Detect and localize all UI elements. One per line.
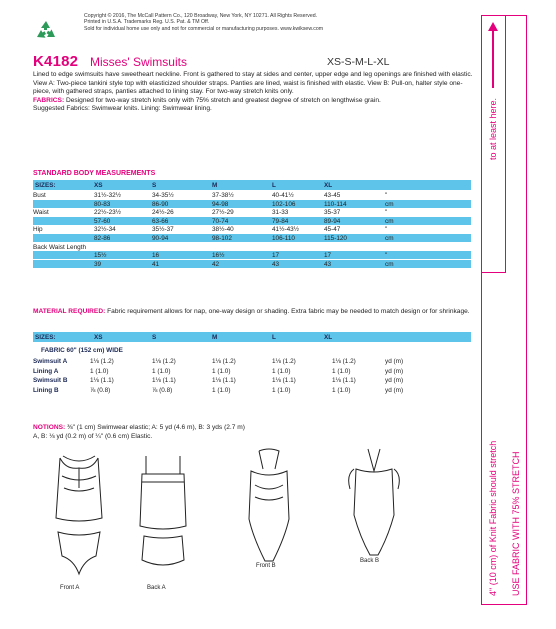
measurement-value: 42 [212,260,220,268]
measurement-value: 35½-37 [152,226,174,234]
measurement-value: cm [385,260,394,268]
material-value: 1 (1.0) [332,367,351,375]
measurement-value: 41½-43½ [272,226,300,234]
measurement-value: 80-83 [94,200,111,208]
gauge-bottom-text: 4" (10 cm) of Knit Fabric should stretch [488,440,498,596]
material-value: ⅞ (0.8) [152,386,173,394]
material-header-cell: SIZES: [35,333,56,341]
fabrics-text: Designed for two-way stretch knits only with 75% stretch and greatest degree of stretch on lengthwise grain. [65,96,381,104]
description-text: Lined to edge swimsuits have sweetheart neckline. Front is gathered to stay at sides and center, upper edge and leg openings are finished with elastic. View A: Two-piece tankini style top with elasticized shoulder straps. Panties are lined, waist is finished with elastic. View B: Pull-on, halter style one-piece, with gathered straps, panties attached to lining stay. For two-way stretch knits only. [33,71,473,96]
material-value: 1⅛ (1.2) [212,358,236,365]
measurement-value: 39 [94,260,102,268]
material-value: 1⅛ (1.1) [212,377,236,384]
material-value: yd (m) [385,358,404,365]
material-value: ⅞ (0.8) [90,386,111,394]
material-header-cell: M [212,333,218,341]
measurement-value: 86-90 [152,200,169,208]
material-row-label: Swimsuit B [33,377,68,384]
measurement-label: Waist [33,209,49,217]
notions-line-1: ⅜" (1 cm) Swimwear elastic; A: 5 yd (4.6 m), B: 3 yds (2.7 m) [67,424,245,431]
material-header-cell: L [272,333,276,341]
measurement-value: 31½-32½ [94,192,122,199]
measurement-value: 57-60 [94,217,111,225]
measurement-value: 27½-29 [212,209,234,217]
measurement-value: 17 [324,252,332,260]
fabrics-label: FABRICS: [33,96,65,104]
copyright-line: Copyright © 2016, The McCall Pattern Co., 120 Broadway, New York, NY 10271. All Rights Reserved. [84,13,318,19]
measurements-title: STANDARD BODY MEASUREMENTS [33,170,156,177]
measurement-value: 63-66 [152,217,169,225]
measurement-value: 43 [272,260,280,268]
measurement-value: 89-94 [324,217,341,225]
material-value: 1 (1.0) [152,367,171,375]
material-value: 1 (1.0) [332,386,351,394]
material-value: 1 (1.0) [272,367,291,375]
measurement-value: " [385,192,388,199]
material-value: 1 (1.0) [90,367,109,375]
measurement-value: " [385,209,388,217]
front-a-drawing [38,448,120,580]
measurement-value: 70-74 [212,217,229,225]
material-row-label: Lining A [33,367,59,375]
material-row-label: Swimsuit A [33,358,68,365]
measurement-value: " [385,226,388,234]
measurement-value: 43-45 [324,192,341,199]
material-value: yd (m) [385,386,404,394]
suggested-fabrics: Suggested Fabrics: Swimwear knits. Lining: Swimwear lining. [33,105,212,113]
material-value: 1⅛ (1.1) [272,377,296,384]
material-value: 1⅛ (1.2) [272,358,296,365]
material-value: 1⅛ (1.2) [152,358,176,365]
back-a-drawing [122,452,204,584]
back-a-label: Back A [147,585,166,591]
material-required [33,308,473,317]
measurement-value: 94-98 [212,200,229,208]
pattern-title: Misses' Swimsuits [90,55,187,69]
measurement-value: 45-47 [324,226,341,234]
measurement-value: 16 [152,252,160,260]
measurements-header-cell: XS [94,181,103,189]
measurement-value: 90-94 [152,235,169,242]
measurement-value: 16½ [212,252,225,260]
fabric-width-heading: FABRIC 60" (152 cm) WIDE [41,347,123,354]
material-value: 1⅛ (1.2) [332,358,356,365]
measurement-value: 24½-26 [152,209,174,217]
measurement-value: 82-86 [94,235,111,242]
measurement-value: 110-114 [324,200,347,208]
pattern-number: K4182 [33,53,79,70]
measurement-label: Bust [33,192,46,199]
measurements-header-cell: L [272,181,276,189]
measurement-label: Hip [33,226,43,234]
measurement-value: 32½-34 [94,226,116,234]
material-value: yd (m) [385,367,404,375]
measurement-value: 17 [272,252,280,260]
copyright-line: Sold for individual home use only and not for commercial or manufacturing purposes. www.kwiksew.com [84,25,324,32]
arrow-shaft [492,30,494,88]
material-label: MATERIAL REQUIRED: [33,308,106,315]
material-value: 1⅛ (1.2) [90,358,114,365]
material-value: 1 (1.0) [212,386,231,394]
gauge-side-text: USE FABRIC WITH 75% STRETCH [511,451,521,596]
measurement-value: 22½-23½ [94,209,122,217]
measurement-label: Back Waist Length [33,243,87,251]
measurement-value: 106-110 [272,235,295,242]
material-value: 1⅛ (1.1) [152,377,176,384]
measurement-value: 31-33 [272,209,289,217]
measurement-value: 35-37 [324,209,341,217]
material-value: 1⅛ (1.1) [332,377,356,384]
measurement-value: 15½ [94,252,107,260]
size-range: XS-S-M-L-XL [327,56,390,68]
measurement-value: 41 [152,260,160,268]
copyright-line: Printed in U.S.A. Trademarks Reg. U.S. Pat. & TM Off. [84,19,210,26]
material-value: 1 (1.0) [272,386,291,394]
notions-label: NOTIONS: [33,424,66,431]
measurement-value: 40-41½ [272,192,294,199]
measurement-value: " [385,252,388,260]
material-row-label: Lining B [33,386,59,394]
measurement-value: 34-35½ [152,192,174,199]
copyright-notice [84,13,464,32]
measurement-value: 43 [324,260,332,268]
measurements-header-cell: S [152,181,157,189]
measurement-value: cm [385,217,394,225]
notions [33,424,473,441]
measurement-value: 38½-40 [212,226,234,234]
description [33,71,473,114]
back-b-drawing [330,445,420,565]
material-header-cell: S [152,333,157,341]
measurement-value: cm [385,200,394,208]
front-b-label: Front B [256,563,276,569]
front-a-label: Front A [60,585,80,591]
recycle-icon [33,18,59,44]
measurement-value: 115-120 [324,235,347,242]
notions-line-2: A, B: ⅛ yd (0.2 m) of ¼" (0.6 cm) Elastic. [33,432,153,440]
measurement-value: 102-106 [272,200,296,208]
measurement-value: cm [385,235,394,242]
measurement-value: 79-84 [272,217,289,225]
material-text: Fabric requirement allows for nap, one-way design or shading. Extra fabric may be needed to match design or for shrinkage. [107,308,470,315]
material-value: 1⅛ (1.1) [90,377,114,384]
measurements-header-cell: M [212,181,218,189]
measurement-value: 37-38½ [212,192,234,199]
measurements-header-cell: XL [324,181,333,189]
material-value: yd (m) [385,377,404,384]
material-value: 1 (1.0) [212,367,231,375]
material-header-cell: XL [324,333,333,341]
measurement-value: 98-102 [212,235,232,242]
front-b-drawing [225,445,313,575]
measurements-header-cell: SIZES: [35,181,56,189]
material-header-cell: XS [94,333,103,341]
gauge-top-text: to at least here. [488,97,498,160]
back-b-label: Back B [360,558,380,564]
